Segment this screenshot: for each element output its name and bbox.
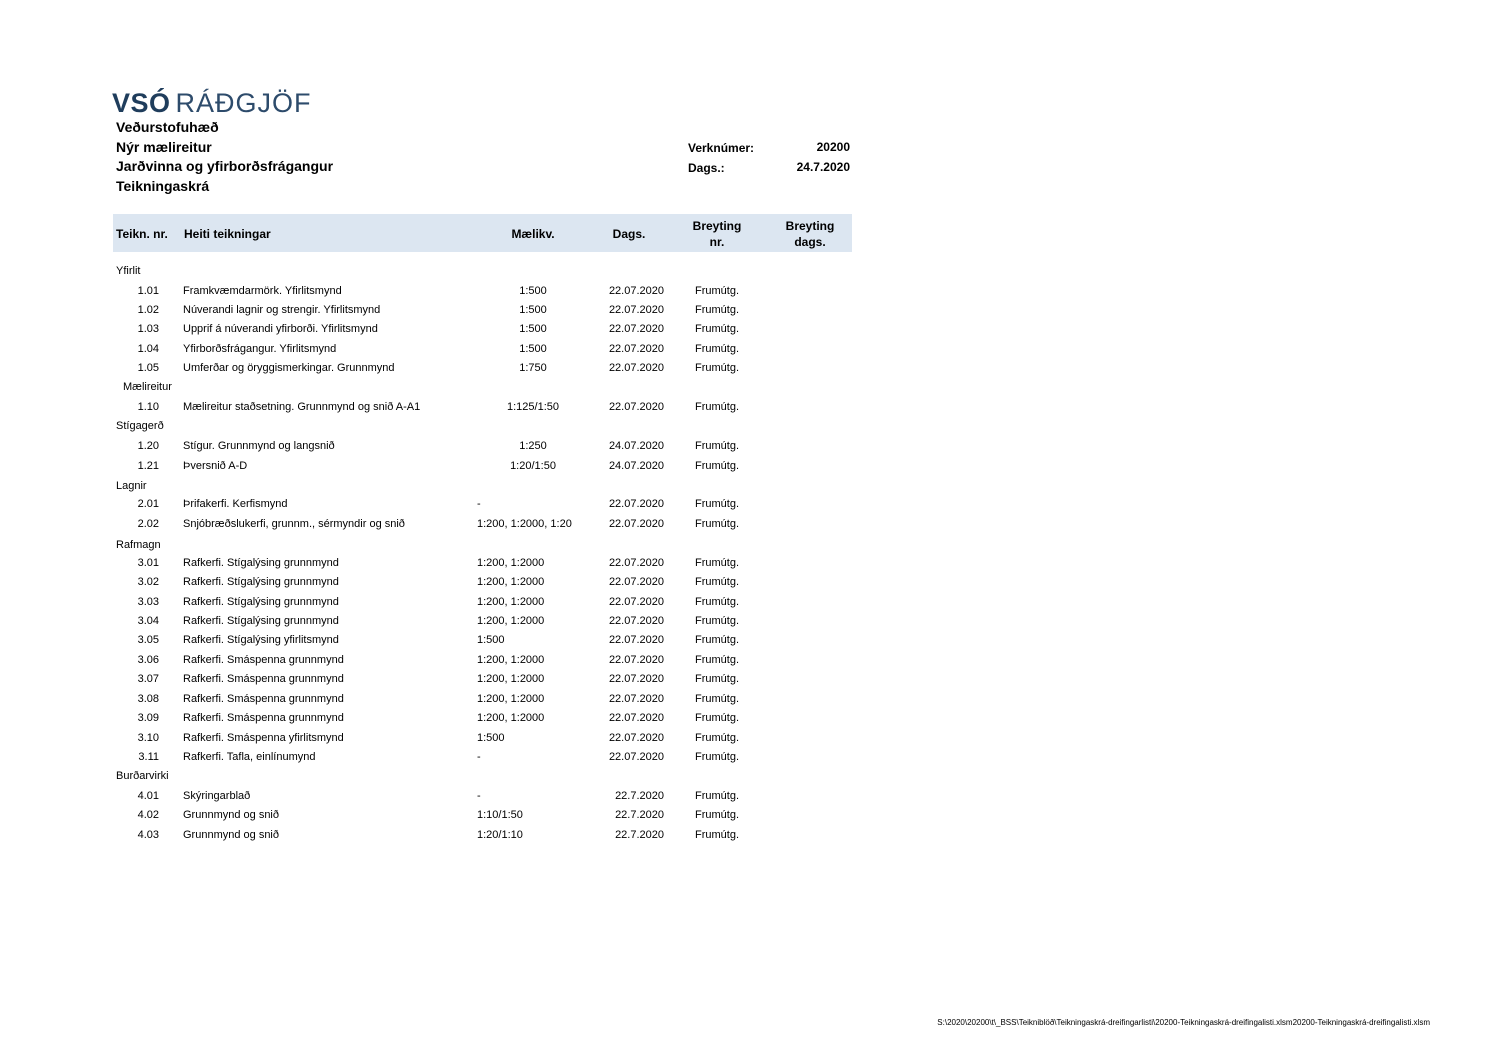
drawing-scale: 1:20/1:50 [510, 460, 556, 472]
drawing-date: 22.07.2020 [608, 712, 664, 724]
date-label: Dags.: [688, 161, 725, 175]
header-revision-number-2: nr. [709, 235, 725, 249]
drawing-title: Þrifakerfi. Kerfismynd [183, 498, 288, 510]
drawing-number: 2.01 [137, 498, 159, 510]
drawing-title: Rafkerfi. Stígalýsing grunnmynd [183, 576, 339, 588]
drawing-revision: Frumútg. [695, 751, 740, 763]
drawing-number: 3.02 [137, 576, 159, 588]
drawing-title: Upprif á núverandi yfirborði. Yfirlitsmynd [183, 323, 378, 335]
drawing-revision: Frumútg. [695, 654, 740, 666]
logo-wordmark: RÁÐGJÖF [175, 88, 312, 118]
project-number: 20200 [816, 140, 850, 154]
drawing-scale: 1:20/1:10 [477, 829, 523, 841]
table-row [0, 398, 1500, 417]
drawing-title: Þversnið A-D [183, 460, 248, 472]
drawing-date: 22.07.2020 [608, 557, 664, 569]
drawing-date: 22.07.2020 [608, 362, 664, 374]
header-revision-number-1: Breyting [692, 219, 742, 233]
drawing-scale: 1:500 [477, 732, 505, 744]
drawing-date: 22.7.2020 [615, 790, 664, 802]
drawing-scale: 1:10/1:50 [477, 809, 523, 821]
drawing-scale: 1:200, 1:2000 [477, 576, 545, 588]
drawing-title: Grunnmynd og snið [183, 829, 279, 841]
drawing-revision: Frumútg. [695, 557, 740, 569]
drawing-date: 22.07.2020 [608, 732, 664, 744]
drawing-title: Grunnmynd og snið [183, 809, 279, 821]
table-row [0, 573, 1500, 592]
drawing-revision: Frumútg. [695, 518, 740, 530]
drawing-number: 3.01 [137, 557, 159, 569]
drawing-number: 2.02 [137, 518, 159, 530]
drawing-scale: - [477, 498, 481, 510]
drawing-date: 22.07.2020 [608, 343, 664, 355]
table-row [0, 437, 1500, 456]
drawing-date: 22.07.2020 [608, 615, 664, 627]
drawing-revision: Frumútg. [695, 693, 740, 705]
drawing-date: 24.07.2020 [608, 440, 664, 452]
drawing-number: 3.03 [137, 596, 159, 608]
drawing-date: 22.7.2020 [615, 829, 664, 841]
drawing-date: 22.07.2020 [608, 751, 664, 763]
drawing-revision: Frumútg. [695, 732, 740, 744]
drawing-date: 22.07.2020 [608, 323, 664, 335]
table-row [0, 340, 1500, 359]
document-date: 24.7.2020 [796, 160, 850, 174]
drawing-date: 22.07.2020 [608, 596, 664, 608]
project-name: Nýr mælireitur [116, 139, 212, 155]
drawing-title: Rafkerfi. Smáspenna yfirlitsmynd [183, 732, 344, 744]
drawing-scale: 1:200, 1:2000 [477, 557, 545, 569]
drawing-revision: Frumútg. [695, 576, 740, 588]
project-location: Veðurstofuhæð [116, 119, 219, 135]
drawing-title: Rafkerfi. Tafla, einlínumynd [183, 751, 316, 763]
group-label: Stígagerð [116, 420, 164, 432]
drawing-revision: Frumútg. [695, 615, 740, 627]
drawing-title: Rafkerfi. Stígalýsing grunnmynd [183, 557, 339, 569]
drawing-date: 22.07.2020 [608, 654, 664, 666]
drawing-revision: Frumútg. [695, 829, 740, 841]
drawing-title: Stígur. Grunnmynd og langsnið [183, 440, 335, 452]
drawing-title: Framkvæmdarmörk. Yfirlitsmynd [183, 285, 342, 297]
drawing-scale: 1:125/1:50 [507, 401, 559, 413]
drawing-revision: Frumútg. [695, 440, 740, 452]
project-scope: Jarðvinna og yfirborðsfrágangur [116, 158, 334, 174]
drawing-title: Mælireitur staðsetning. Grunnmynd og snið A-A1 [183, 401, 421, 413]
drawing-scale: 1:500 [519, 304, 547, 316]
drawing-number: 1.10 [137, 401, 159, 413]
drawing-scale: 1:200, 1:2000 [477, 693, 545, 705]
drawing-number: 4.03 [137, 829, 159, 841]
drawing-revision: Frumútg. [695, 596, 740, 608]
table-row [0, 593, 1500, 612]
drawing-scale: 1:200, 1:2000, 1:20 [477, 518, 572, 530]
drawing-title: Rafkerfi. Stígalýsing grunnmynd [183, 615, 339, 627]
drawing-scale: - [477, 751, 481, 763]
table-row [0, 301, 1500, 320]
drawing-revision: Frumútg. [695, 343, 740, 355]
drawing-scale: 1:500 [477, 634, 505, 646]
drawing-number: 3.05 [137, 634, 159, 646]
drawing-scale: 1:500 [519, 343, 547, 355]
drawing-number: 1.04 [137, 343, 159, 355]
group-label: Lagnir [116, 480, 147, 492]
drawing-number: 4.02 [137, 809, 159, 821]
table-row [0, 651, 1500, 670]
drawing-revision: Frumútg. [695, 498, 740, 510]
table-row [0, 282, 1500, 301]
drawing-date: 22.07.2020 [608, 693, 664, 705]
drawing-date: 22.07.2020 [608, 518, 664, 530]
table-row [0, 826, 1500, 845]
drawing-number: 1.05 [137, 362, 159, 374]
table-row [0, 690, 1500, 709]
company-logo [112, 88, 312, 118]
drawing-date: 22.07.2020 [608, 576, 664, 588]
header-scale: Mælikv. [511, 227, 555, 241]
drawing-scale: 1:200, 1:2000 [477, 615, 545, 627]
drawing-title: Umferðar og öryggismerkingar. Grunnmynd [183, 362, 395, 374]
header-revision-date-2: dags. [794, 235, 826, 249]
drawing-scale: - [477, 790, 481, 802]
drawing-scale: 1:200, 1:2000 [477, 654, 545, 666]
drawing-revision: Frumútg. [695, 362, 740, 374]
document-title: Teikningaskrá [116, 178, 210, 194]
drawing-scale: 1:500 [519, 323, 547, 335]
header-revision-date-1: Breyting [785, 219, 835, 233]
drawing-number: 1.01 [137, 285, 159, 297]
drawing-date: 22.07.2020 [608, 304, 664, 316]
drawing-scale: 1:750 [519, 362, 547, 374]
drawing-scale: 1:200, 1:2000 [477, 712, 545, 724]
group-label: Burðarvirki [116, 770, 169, 782]
drawing-number: 3.04 [137, 615, 159, 627]
table-row [0, 515, 1500, 534]
project-number-label: Verknúmer: [688, 141, 755, 155]
group-label: Yfirlit [116, 265, 141, 277]
drawing-revision: Frumútg. [695, 285, 740, 297]
drawing-scale: 1:250 [519, 440, 547, 452]
group-label: Mælireitur [123, 381, 172, 393]
table-row [0, 670, 1500, 689]
group-label: Rafmagn [116, 539, 161, 551]
drawing-date: 22.07.2020 [608, 498, 664, 510]
drawing-date: 22.07.2020 [608, 634, 664, 646]
drawing-revision: Frumútg. [695, 809, 740, 821]
drawing-scale: 1:500 [519, 285, 547, 297]
table-row [0, 806, 1500, 825]
drawing-title: Skýringarblað [183, 790, 251, 802]
drawing-number: 3.08 [137, 693, 159, 705]
drawing-revision: Frumútg. [695, 460, 740, 472]
drawing-revision: Frumútg. [695, 634, 740, 646]
header-date: Dags. [612, 227, 646, 241]
drawing-number: 3.09 [137, 712, 159, 724]
drawing-title: Rafkerfi. Smáspenna grunnmynd [183, 673, 344, 685]
drawing-number: 3.07 [137, 673, 159, 685]
drawing-number: 3.10 [137, 732, 159, 744]
drawing-title: Snjóbræðslukerfi, grunnm., sérmyndir og snið [183, 518, 405, 530]
table-row [0, 709, 1500, 728]
drawing-revision: Frumútg. [695, 790, 740, 802]
drawing-scale: 1:200, 1:2000 [477, 673, 545, 685]
drawing-number: 1.20 [137, 440, 159, 452]
drawing-revision: Frumútg. [695, 673, 740, 685]
drawing-revision: Frumútg. [695, 401, 740, 413]
drawing-number: 1.02 [137, 304, 159, 316]
file-path-footer: S:\2020\20200\t\_BSS\Teikniblöð\Teikningaskrá-dreifingarlisti\20200-Teikningaskrá-dreifingalisti.xlsm20200-Teikningaskrá-dreifingalisti.xlsm [937, 1018, 1430, 1027]
logo-mark: VSÓ [112, 88, 171, 118]
table-row [0, 729, 1500, 748]
header-drawing-number: Teikn. nr. [116, 227, 168, 241]
table-row [0, 631, 1500, 650]
table-row [0, 457, 1500, 476]
drawing-title: Rafkerfi. Stígalýsing grunnmynd [183, 596, 339, 608]
drawing-number: 1.21 [137, 460, 159, 472]
drawing-revision: Frumútg. [695, 712, 740, 724]
drawing-scale: 1:200, 1:2000 [477, 596, 545, 608]
table-row [0, 554, 1500, 573]
table-row [0, 612, 1500, 631]
drawing-title: Rafkerfi. Smáspenna grunnmynd [183, 693, 344, 705]
drawing-number: 4.01 [137, 790, 159, 802]
drawing-date: 22.7.2020 [615, 809, 664, 821]
drawing-date: 22.07.2020 [608, 285, 664, 297]
drawing-number: 3.06 [137, 654, 159, 666]
drawing-title: Rafkerfi. Smáspenna grunnmynd [183, 654, 344, 666]
drawing-title: Núverandi lagnir og strengir. Yfirlitsmynd [183, 304, 381, 316]
drawing-number: 1.03 [137, 323, 159, 335]
drawing-revision: Frumútg. [695, 323, 740, 335]
table-row [0, 495, 1500, 514]
drawing-date: 24.07.2020 [608, 460, 664, 472]
drawing-title: Yfirborðsfrágangur. Yfirlitsmynd [183, 343, 337, 355]
table-row [0, 787, 1500, 806]
table-row [0, 748, 1500, 767]
drawing-date: 22.07.2020 [608, 673, 664, 685]
table-row [0, 320, 1500, 339]
drawing-title: Rafkerfi. Smáspenna grunnmynd [183, 712, 344, 724]
drawing-revision: Frumútg. [695, 304, 740, 316]
drawing-number: 3.11 [138, 751, 159, 763]
drawing-title: Rafkerfi. Stígalýsing yfirlitsmynd [183, 634, 339, 646]
table-row [0, 359, 1500, 378]
header-drawing-title: Heiti teikningar [184, 227, 271, 241]
drawing-date: 22.07.2020 [608, 401, 664, 413]
